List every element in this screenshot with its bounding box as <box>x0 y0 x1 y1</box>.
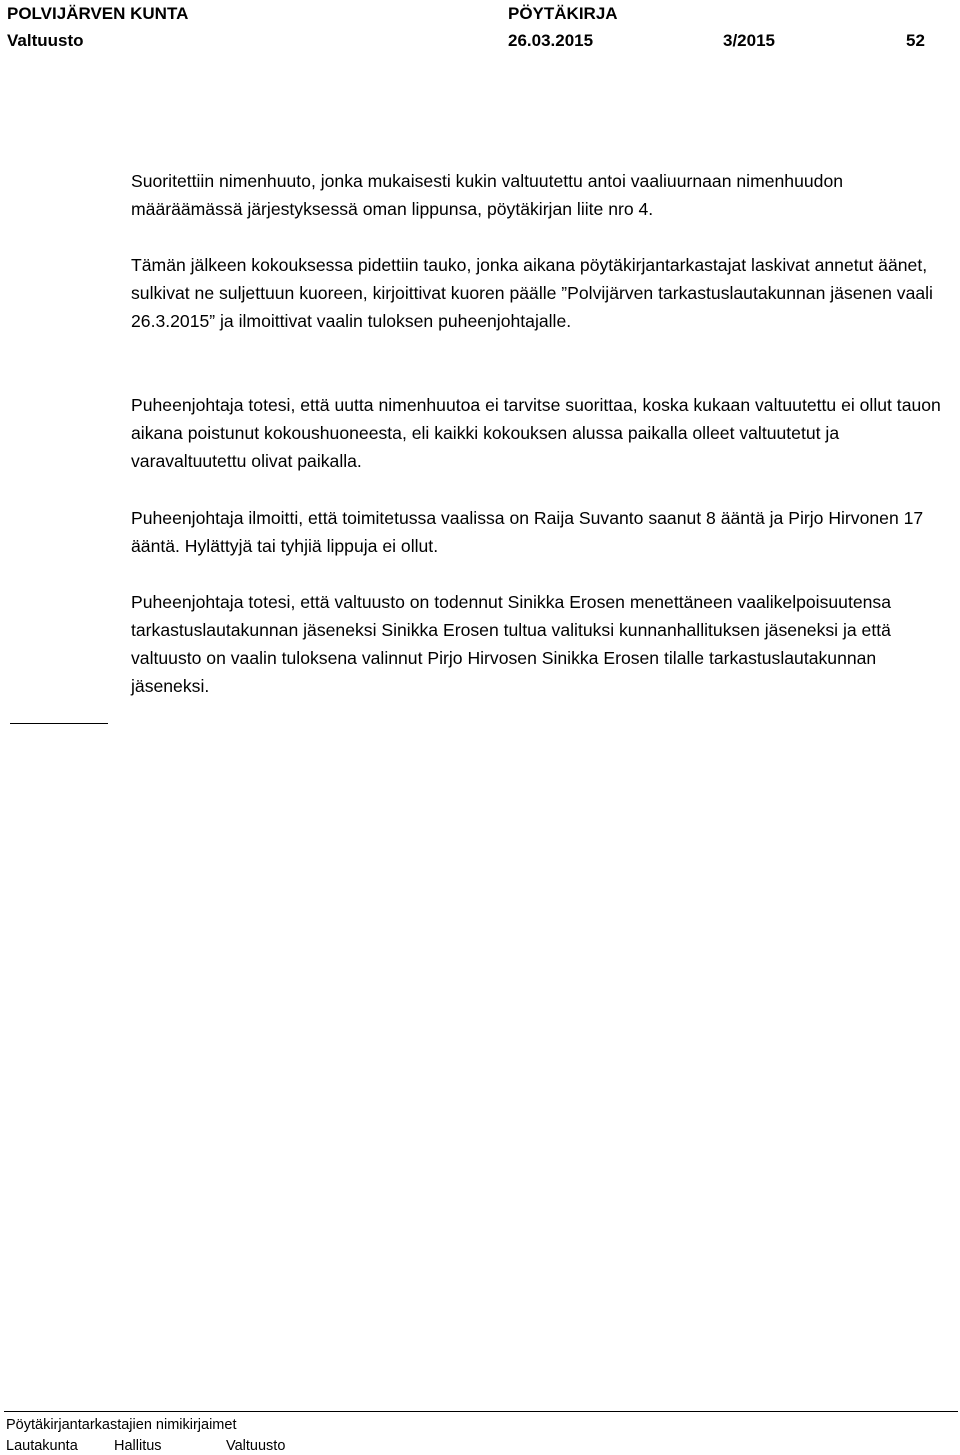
paragraph-decision: Puheenjohtaja totesi, että valtuusto on todennut Sinikka Erosen menettäneen vaalikelpoisuutensa tarkastuslautakunnan jäseneksi Sinikka Erosen tultua valituksi kunnanhallituksen jäseneksi ja että valtuusto on vaalin tuloksena valinnut Pirjo Hirvosen Sinikka Erosen tilalle tarkastuslautakunnan jäseneksi. <box>131 592 891 696</box>
footer-col-hallitus: Hallitus <box>114 1438 162 1454</box>
paragraph-vote-count: Tämän jälkeen kokouksessa pidettiin tauko, jonka aikana pöytäkirjantarkastajat laskivat annetut äänet, sulkivat ne suljettuun kuoreen, kirjoittivat kuoren päälle ”Polvijärven tarkastuslautakunnan jäsenen vaali 26.3.2015” ja ilmoittivat vaalin tuloksen puheenjohtajalle. <box>131 255 933 331</box>
paragraph-second-roll-call: Puheenjohtaja totesi, että uutta nimenhuutoa ei tarvitse suorittaa, koska kukaan valtuutettu ei ollut tauon aikana poistunut kokoushuoneesta, eli kaikki kokouksen alussa paikalla olleet valtuutetut ja varavaltuutettu olivat paikalla. <box>131 395 941 471</box>
footer-title: Pöytäkirjantarkastajien nimikirjaimet <box>6 1417 237 1433</box>
footer-col-lautakunta: Lautakunta <box>6 1438 78 1454</box>
paragraph-roll-call: Suoritettiin nimenhuuto, jonka mukaisesti kukin valtuutettu antoi vaaliuurnaan nimenhuudon määräämässä järjestyksessä oman lippunsa, pöytäkirjan liite nro 4. <box>131 171 844 219</box>
page-number: 52 <box>906 31 925 50</box>
footer-col-valtuusto: Valtuusto <box>226 1438 286 1454</box>
margin-signature-line <box>10 723 108 724</box>
paragraph-election-result: Puheenjohtaja ilmoitti, että toimitetussa vaalissa on Raija Suvanto saanut 8 ääntä ja Pirjo Hirvonen 17 ääntä. Hylättyjä tai tyhjiä lippuja ei ollut. <box>131 508 924 556</box>
body-name: Valtuusto <box>7 31 84 50</box>
meeting-date: 26.03.2015 <box>508 31 594 50</box>
meeting-number: 3/2015 <box>723 31 775 50</box>
municipality-name: POLVIJÄRVEN KUNTA <box>7 4 189 23</box>
document-type: PÖYTÄKIRJA <box>508 4 618 23</box>
footer-divider <box>4 1411 958 1412</box>
